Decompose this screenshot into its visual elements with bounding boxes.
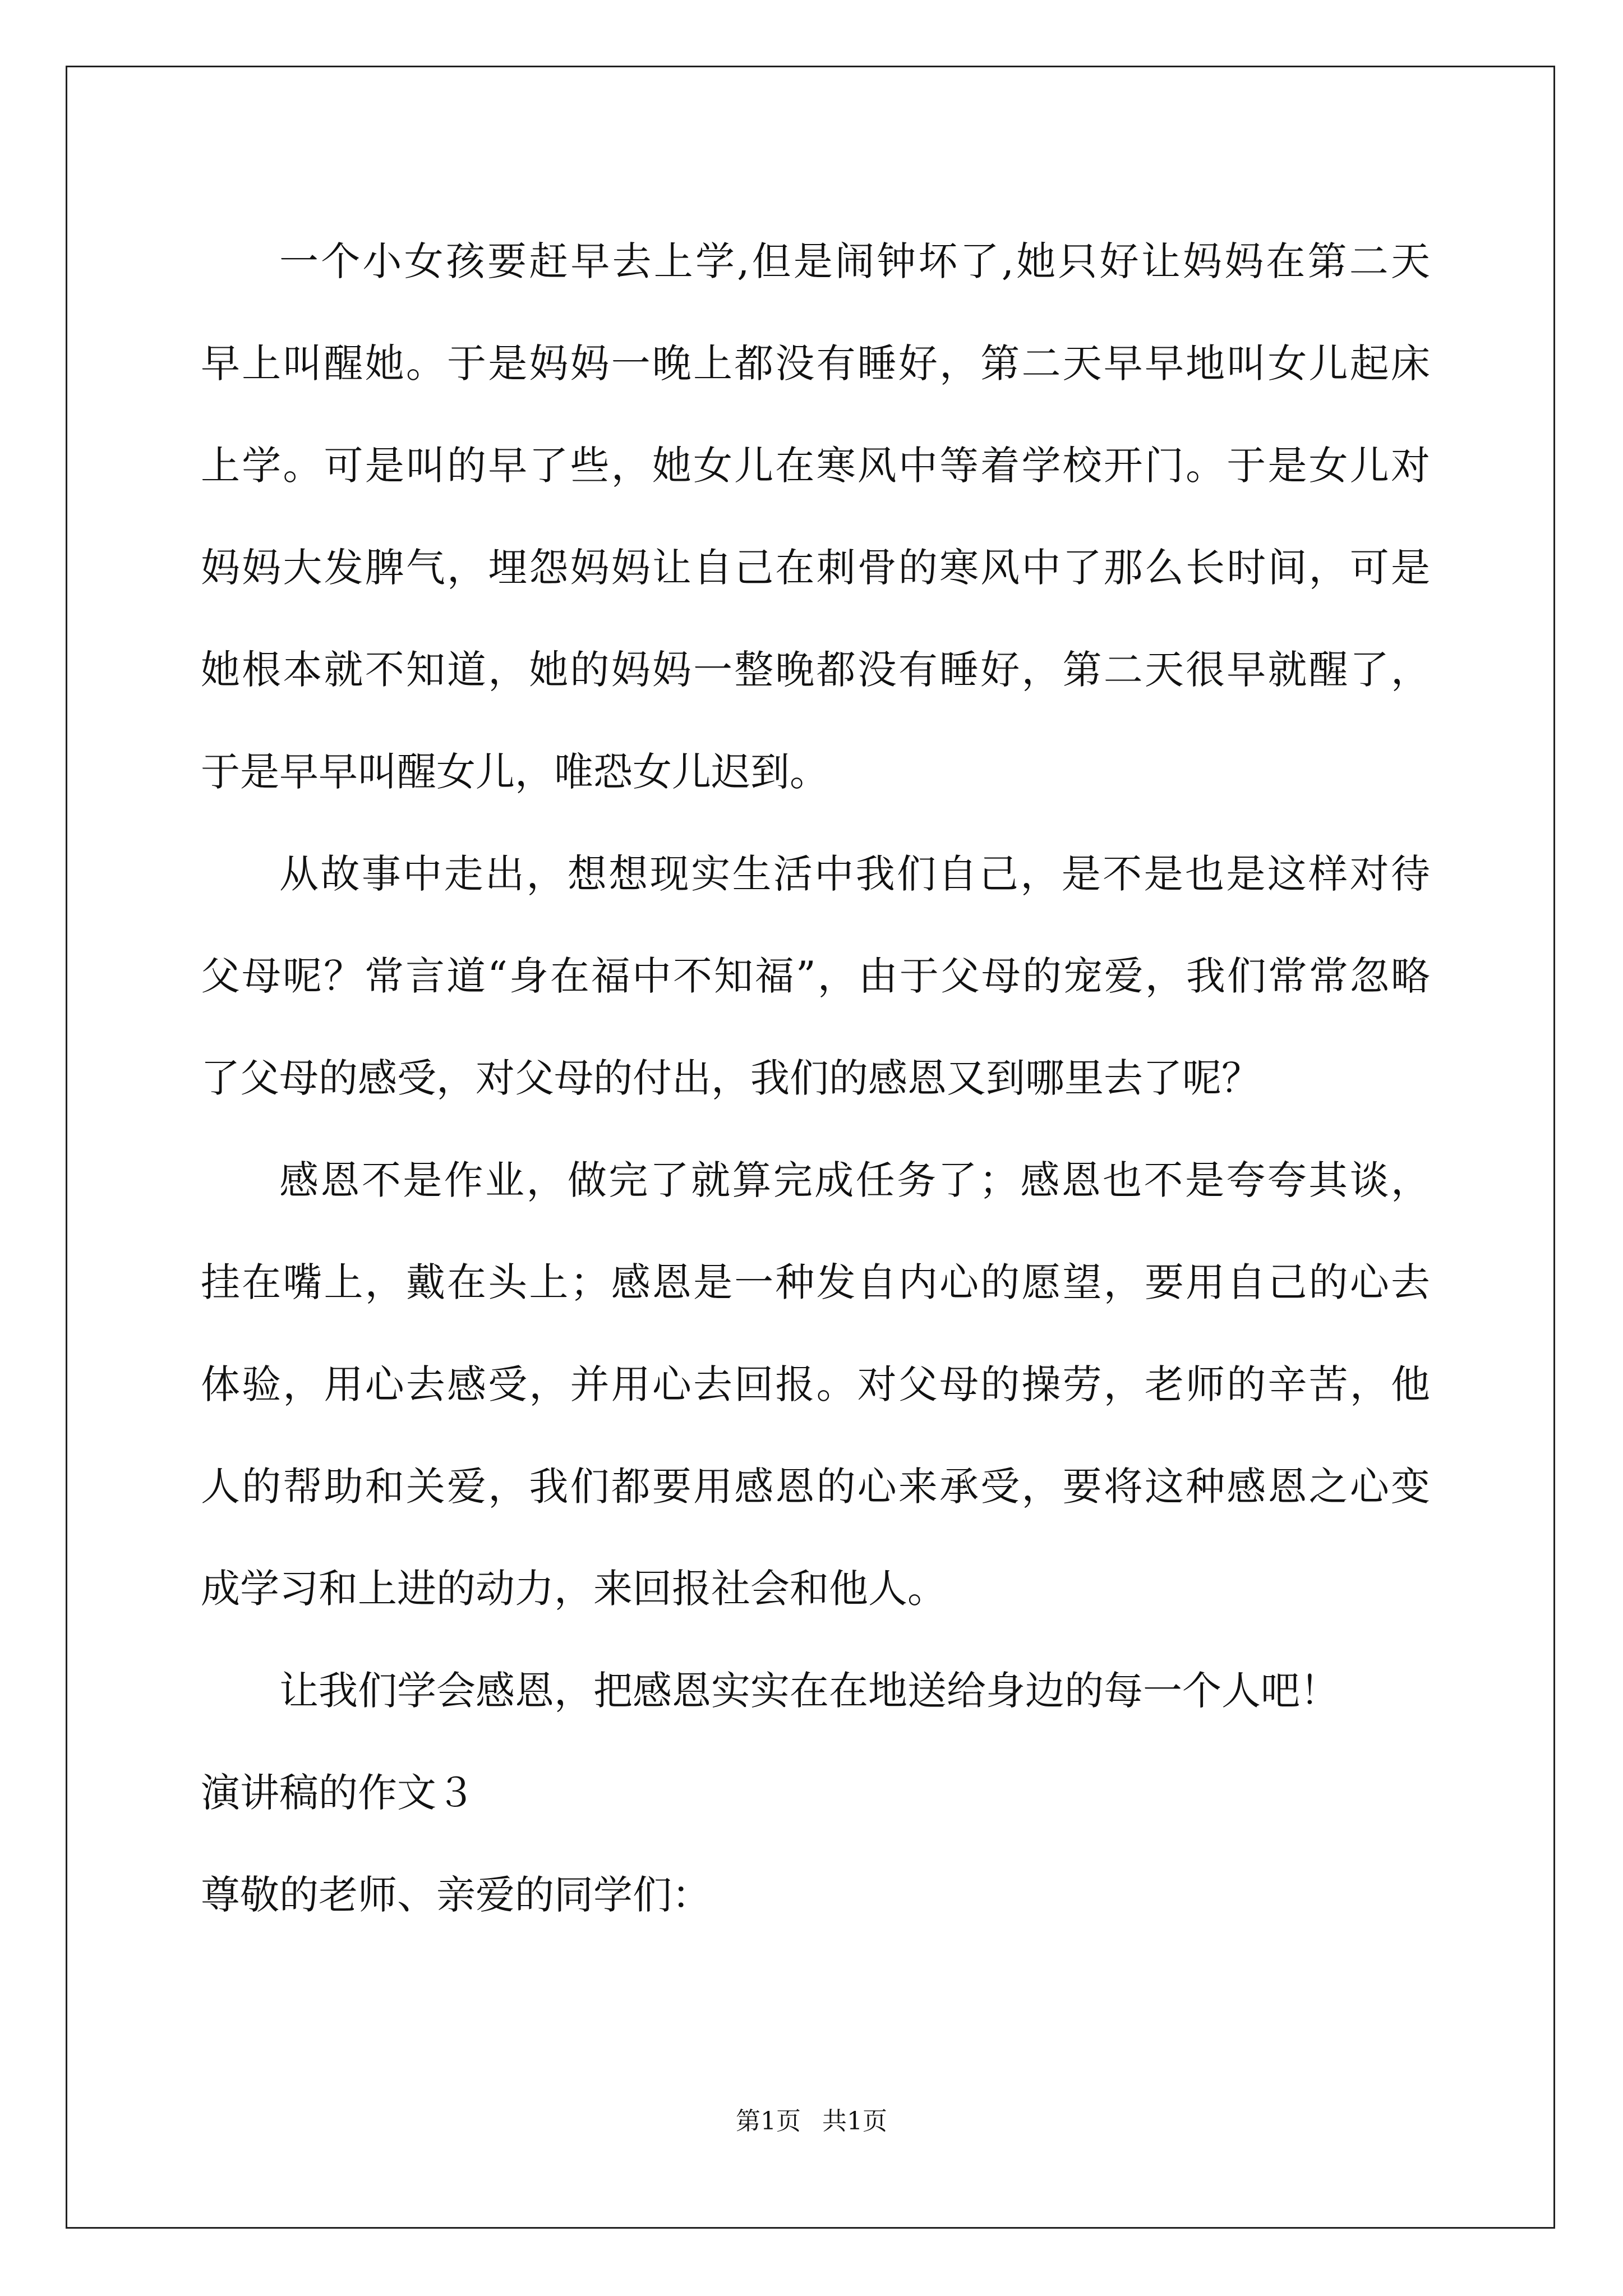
paragraph-line: 早上叫醒她。于是妈妈一晚上都没有睡好，第二天早早地叫女儿起床: [201, 341, 1430, 386]
page-footer: [0, 2101, 1623, 2137]
salutation: 尊敬的老师、亲爱的同学们：: [201, 1872, 711, 1918]
document-body: [201, 210, 1430, 1946]
paragraph-line: 体验，用心去感受，并用心去回报。对父母的操劳，老师的辛苦，他: [201, 1361, 1430, 1407]
paragraph-line: 成学习和上进的动力，来回报社会和他人。: [201, 1566, 947, 1612]
paragraph-line: 一个小女孩要赶早去上学,但是闹钟坏了,她只好让妈妈在第二天: [279, 238, 1430, 284]
section-heading: 演讲稿的作文３: [201, 1770, 476, 1816]
paragraph-line: 从故事中走出，想想现实生活中我们自己，是不是也是这样对待: [279, 851, 1430, 897]
paragraph-line: 她根本就不知道，她的妈妈一整晚都没有睡好，第二天很早就醒了，: [201, 647, 1430, 693]
paragraph-line: 父母呢？常言道“身在福中不知福”，由于父母的宠爱，我们常常忽略: [201, 953, 1430, 999]
page-number: 第1页: [736, 2107, 801, 2136]
paragraph-line: 于是早早叫醒女儿，唯恐女儿迟到。: [201, 749, 829, 795]
paragraph-line: 感恩不是作业，做完了就算完成任务了；感恩也不是夸夸其谈，: [279, 1157, 1430, 1203]
paragraph-line: 让我们学会感恩，把感恩实实在在地送给身边的每一个人吧！: [279, 1668, 1339, 1714]
page-total: 共1页: [822, 2107, 887, 2136]
paragraph-line: 挂在嘴上，戴在头上；感恩是一种发自内心的愿望，要用自己的心去: [201, 1259, 1430, 1305]
paragraph-line: 人的帮助和关爱，我们都要用感恩的心来承受，要将这种感恩之心变: [201, 1464, 1430, 1510]
paragraph-line: 了父母的感受，对父母的付出，我们的感恩又到哪里去了呢？: [201, 1055, 1261, 1101]
paragraph-line: 上学。可是叫的早了些，她女儿在寒风中等着学校开门。于是女儿对: [201, 443, 1430, 489]
paragraph-line: 妈妈大发脾气，埋怨妈妈让自己在刺骨的寒风中了那么长时间，可是: [201, 545, 1430, 591]
